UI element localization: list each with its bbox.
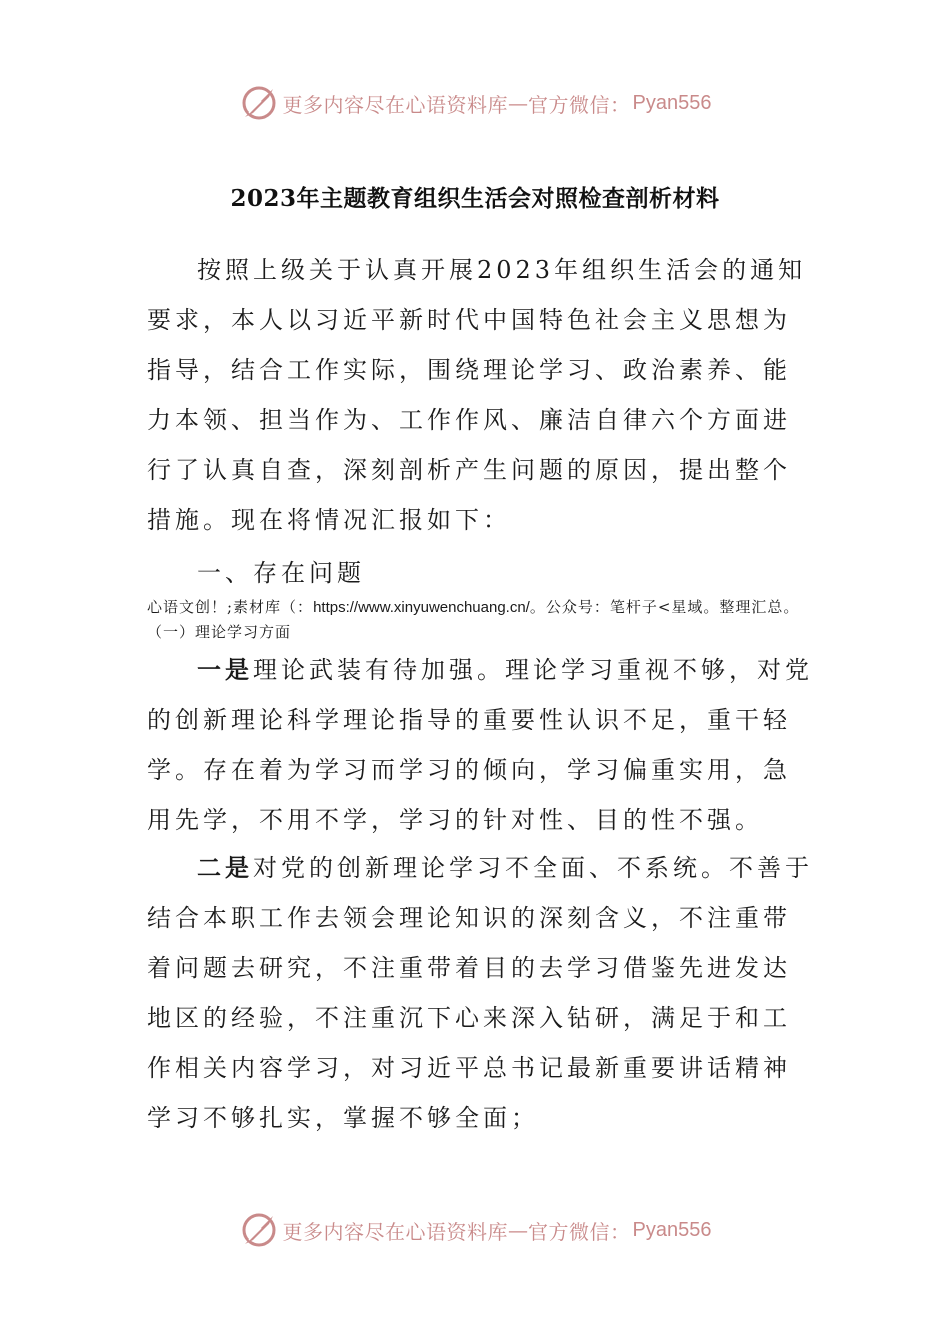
quill-logo-icon — [239, 1210, 279, 1250]
banner-wechat-id: Pyan556 — [632, 91, 712, 114]
point-two-lead: 二是 — [197, 853, 253, 882]
source-note-url: https://www.xinyuwenchuang.cn/ — [313, 599, 530, 616]
banner-official-label: 官方微信： — [528, 92, 631, 117]
point-two-paragraph — [147, 843, 817, 1143]
banner-dash: — — [508, 1218, 529, 1242]
banner-text: 更多内容尽在心语资料库 — [282, 1219, 509, 1244]
source-note-prefix: 心语文创！;素材库（： — [147, 598, 314, 616]
point-two-body: 对党的创新理论学习不全面、不系统。不善于结合本职工作去领会理论知识的深刻含义，不注重带着问题去研究，不注重带着目的去学习借鉴先进发达地区的经验，不注重沉下心来深入钻研，满足于和工作相关内容学习，对习近平总书记最新重要讲话精神学习不够扎实，掌握不够全面； — [147, 854, 813, 1132]
point-one-body: 理论武装有待加强。理论学习重视不够，对党的创新理论科学理论指导的重要性认识不足，重干轻学。存在着为学习而学习的倾向，学习偏重实用，急用先学，不用不学，学习的针对性、目的性不强。 — [147, 656, 813, 834]
banner-wechat-id: Pyan556 — [632, 1218, 712, 1241]
point-one-paragraph — [147, 645, 817, 845]
quill-logo-icon — [239, 83, 279, 123]
header-banner — [0, 78, 950, 128]
source-note-suffix: 。公众号：笔杆子<星域。整理汇总。（一）理论学习方面 — [147, 598, 800, 641]
document-title: 2023年主题教育组织生活会对照检查剖析材料 — [230, 185, 720, 212]
banner-text: 更多内容尽在心语资料库 — [282, 92, 509, 117]
footer-banner — [0, 1205, 950, 1255]
intro-paragraph: 按照上级关于认真开展2023年组织生活会的通知要求，本人以习近平新时代中国特色社会主义思想为指导，结合工作实际，围绕理论学习、政治素养、能力本领、担当作为、工作作风、廉洁自律六个方面进行了认真自查，深刻剖析产生问题的原因，提出整个措施。现在将情况汇报如下： — [147, 256, 807, 534]
source-note — [147, 595, 807, 644]
banner-dash: — — [508, 91, 529, 115]
point-one-lead: 一是 — [197, 655, 253, 684]
banner-official-label: 官方微信： — [528, 1219, 631, 1244]
section-heading-problems: 一、存在问题 — [197, 559, 365, 587]
